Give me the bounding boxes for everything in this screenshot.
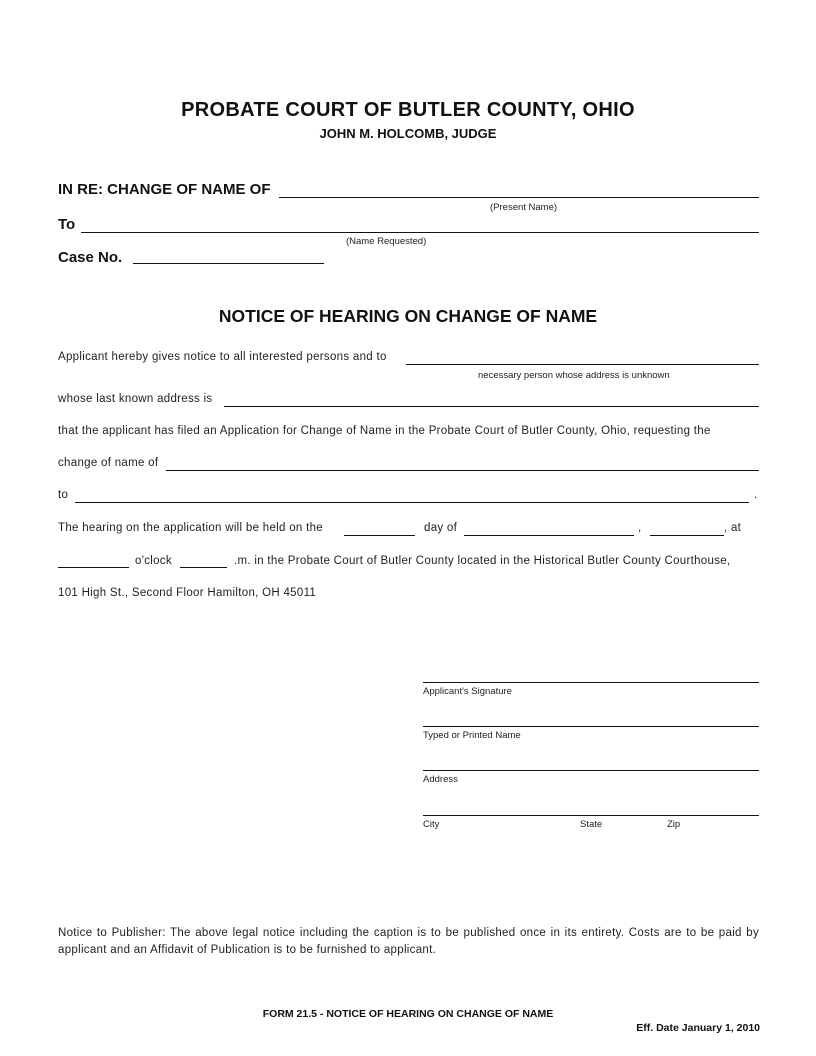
- hearing-hour-field[interactable]: [58, 567, 129, 568]
- publisher-notice: Notice to Publisher: The above legal notice including the caption is to be published once in its entirety. Costs are to be paid by applicant and an Affidavit of Publication is to be furnished to applicant.: [58, 927, 759, 956]
- change-name-of-field[interactable]: [166, 470, 759, 471]
- line-5-period: .: [754, 489, 758, 501]
- present-name-field[interactable]: [279, 197, 759, 198]
- hearing-year-field[interactable]: [650, 535, 724, 536]
- notice-title: NOTICE OF HEARING ON CHANGE OF NAME: [218, 306, 598, 326]
- am-pm-field[interactable]: [180, 567, 227, 568]
- notice-line-1: Applicant hereby gives notice to all interested persons and to: [58, 351, 387, 363]
- interested-person-field[interactable]: [406, 364, 759, 365]
- hearing-at: , at: [724, 522, 742, 534]
- judge-name: JOHN M. HOLCOMB, JUDGE: [319, 126, 497, 141]
- notice-line-3: that the applicant has filed an Application for Change of Name in the Probate Court of Butler County, Ohio, requesting the: [58, 425, 711, 437]
- hearing-day-of: day of: [424, 522, 458, 534]
- court-address: 101 High St., Second Floor Hamilton, OH 45011: [58, 587, 317, 599]
- name-requested-hint: (Name Requested): [346, 236, 427, 247]
- typed-name-label: Typed or Printed Name: [423, 730, 521, 741]
- court-title: PROBATE COURT OF BUTLER COUNTY, OHIO: [181, 99, 635, 121]
- address-field[interactable]: [423, 770, 759, 771]
- notice-line-4: change of name of: [58, 457, 159, 469]
- notice-line-5-to: to: [58, 489, 69, 501]
- hearing-month-field[interactable]: [464, 535, 634, 536]
- last-known-address-field[interactable]: [224, 406, 759, 407]
- case-no-field[interactable]: [133, 263, 324, 264]
- interested-person-hint: necessary person whose address is unknown: [478, 370, 670, 381]
- change-name-to-field[interactable]: [75, 502, 749, 503]
- hearing-location: .m. in the Probate Court of Butler County located in the Historical Butler County Courthouse,: [234, 555, 731, 567]
- applicant-signature-field[interactable]: [423, 682, 759, 683]
- oclock-label: o'clock: [135, 555, 172, 567]
- present-name-hint: (Present Name): [490, 202, 558, 213]
- effective-date: Eff. Date January 1, 2010: [636, 1022, 760, 1034]
- typed-name-field[interactable]: [423, 726, 759, 727]
- to-label: To: [58, 216, 76, 233]
- zip-label: Zip: [667, 819, 681, 830]
- state-label: State: [580, 819, 603, 830]
- form-number: FORM 21.5 - NOTICE OF HEARING ON CHANGE OF NAME: [262, 1008, 554, 1020]
- applicant-signature-label: Applicant's Signature: [423, 686, 512, 697]
- city-state-zip-field[interactable]: [423, 815, 759, 816]
- city-label: City: [423, 819, 440, 830]
- hearing-comma: ,: [638, 522, 642, 534]
- hearing-date-field[interactable]: [344, 535, 415, 536]
- name-requested-field[interactable]: [81, 232, 759, 233]
- hearing-prefix: The hearing on the application will be held on the: [58, 522, 323, 534]
- notice-line-2: whose last known address is: [58, 393, 213, 405]
- address-label: Address: [423, 774, 458, 785]
- case-no-label: Case No.: [58, 249, 123, 266]
- in-re-label: IN RE: CHANGE OF NAME OF: [58, 181, 271, 198]
